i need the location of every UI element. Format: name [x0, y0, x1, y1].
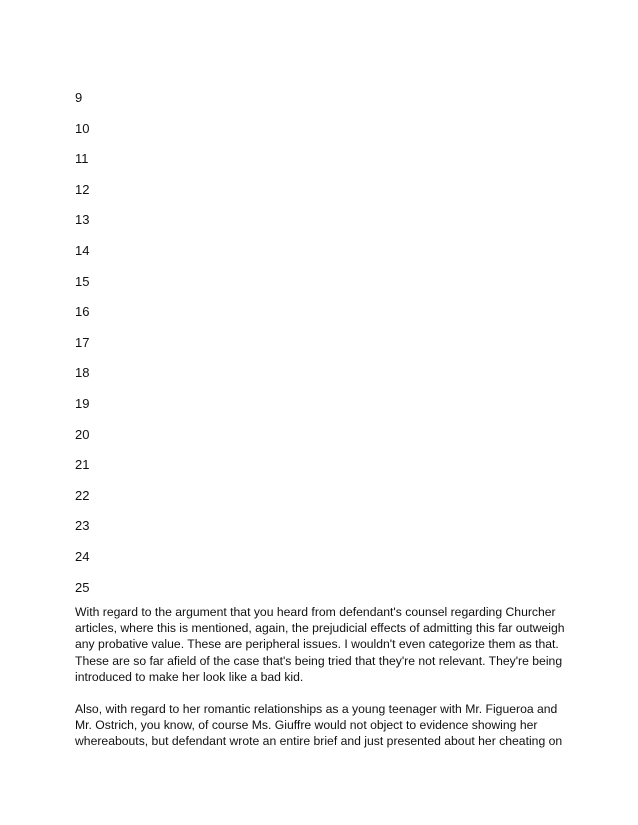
line-number: 23 — [75, 518, 90, 534]
line-number: 22 — [75, 487, 90, 503]
line-number: 20 — [75, 426, 90, 442]
line-number: 11 — [75, 151, 89, 167]
line-number: 10 — [75, 120, 90, 136]
line-number: 14 — [75, 242, 90, 258]
line-number-column — [75, 88, 89, 608]
transcript-paragraph: With regard to the argument that you heard from defendant's counsel regarding Churcher articles, where this is mentioned, again, the prejudicial effects of admitting this far outweigh any probative value. These are peripheral issues. I wouldn't even categorize them as that. These are so far afield of the case that's being tried that they're not relevant. They're being introduced to make her look like a bad kid. — [75, 605, 565, 684]
line-number: 25 — [75, 579, 90, 595]
line-number: 13 — [75, 212, 90, 228]
line-number: 9 — [75, 90, 83, 105]
line-number: 16 — [75, 304, 90, 320]
line-number: 19 — [75, 395, 90, 411]
transcript-paragraph: Also, with regard to her romantic relationships as a young teenager with Mr. Figueroa and Mr. Ostrich, you know, of course Ms. Giuffre would not object to evidence showing her whereabouts, but defendant wrote an entire brief and just presented about her cheating on — [75, 702, 563, 749]
line-number: 21 — [75, 457, 90, 473]
line-number: 17 — [75, 334, 90, 350]
line-number: 15 — [75, 273, 90, 289]
transcript-body — [75, 604, 565, 766]
line-number: 18 — [75, 365, 90, 381]
line-number: 12 — [75, 181, 90, 197]
line-number: 24 — [75, 548, 90, 564]
